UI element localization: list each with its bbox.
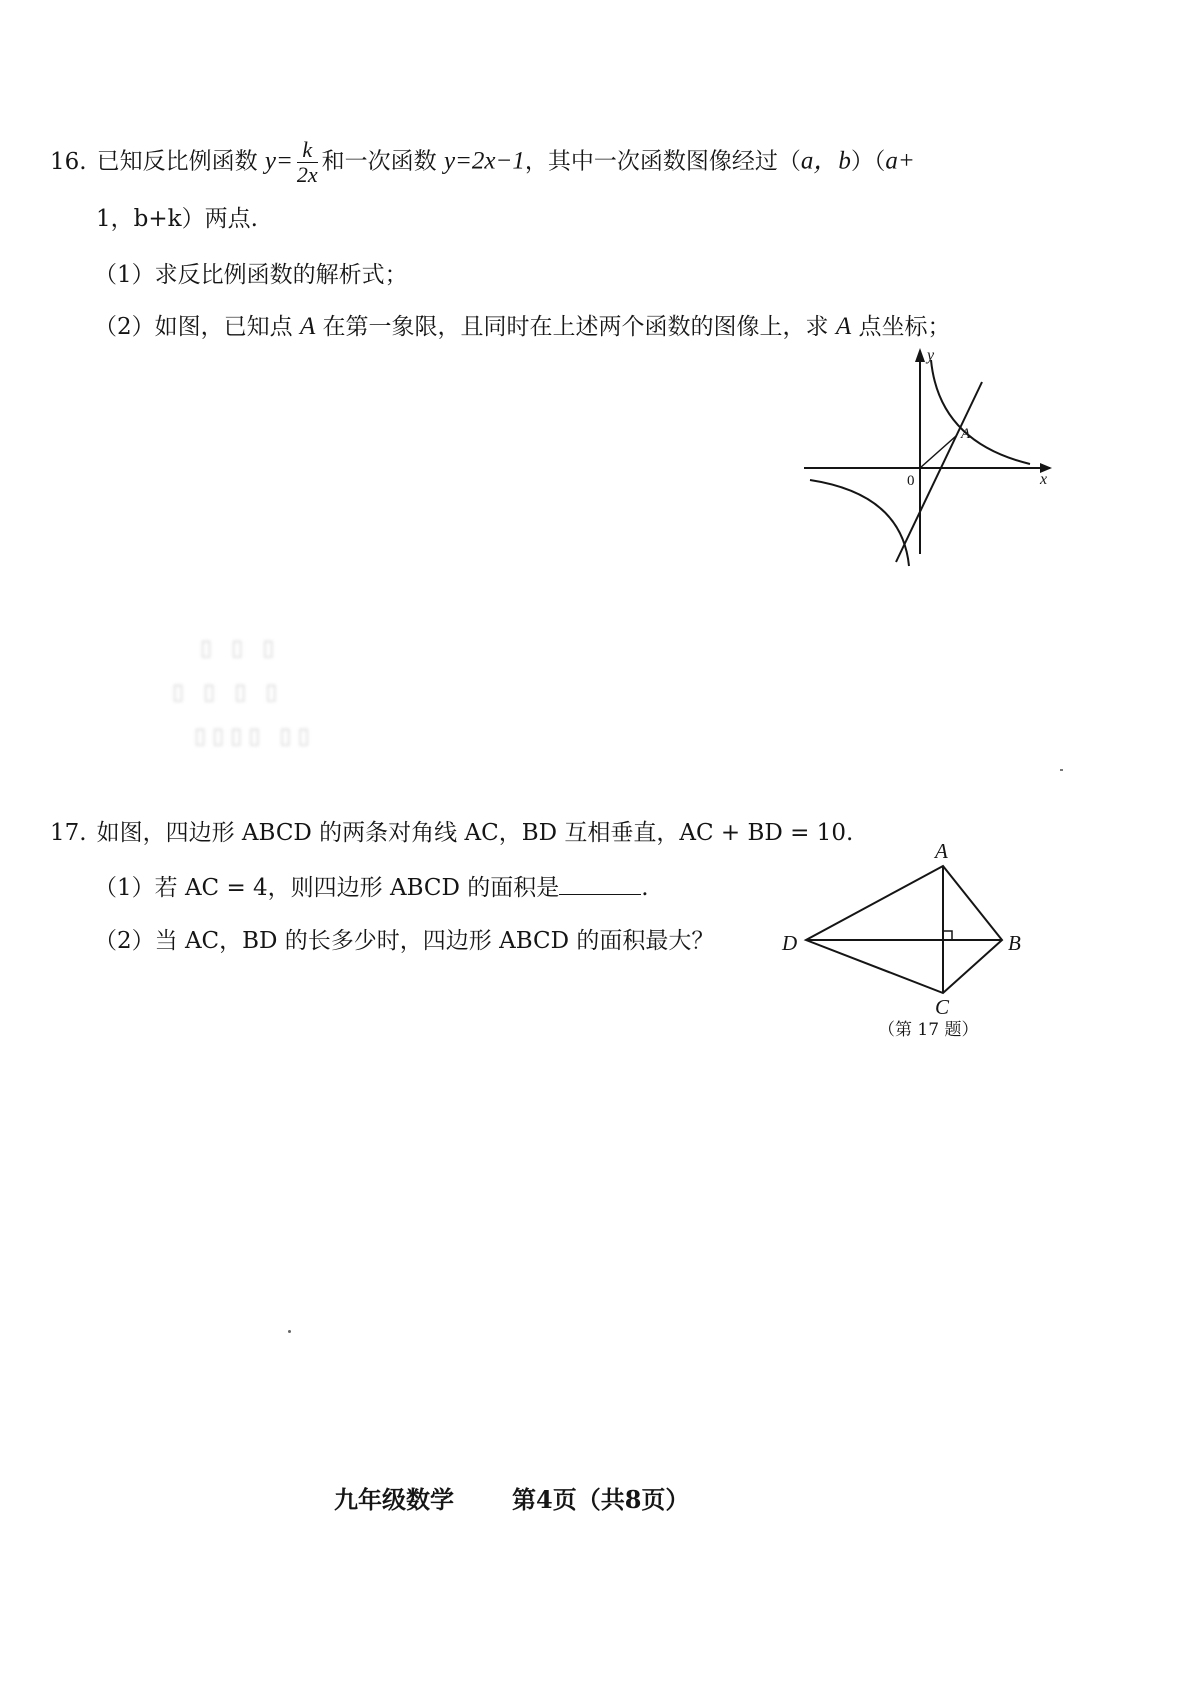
q16-stem-line1 [50,138,915,187]
vertex-d-label: D [782,931,798,955]
q17-part1 [94,872,649,903]
hyperbola-branch-q3 [810,480,909,566]
segment-origin-to-a [920,436,956,468]
q16-number: 16. [50,148,87,175]
footer-subject: 九年级数学 [334,1485,454,1514]
q16-text-b: 和一次函数 [321,148,437,175]
y-axis-label: y [927,347,935,364]
q16-text-d: ）（ [850,148,886,175]
x-axis-label: x [1040,471,1048,488]
right-angle-mark-icon [943,931,952,940]
bleed-through-mark-1: ▯ ▯ ▯ [200,636,281,661]
q16-part2-text-c: 点坐标； [858,314,951,340]
q16-text-c: ，其中一次函数图像经过（ [524,148,801,175]
q16-linear: y=2x−1 [443,147,525,175]
figure-caption: （第 17 题） [878,1020,979,1040]
q16-fraction-numerator: k [297,138,318,163]
speck [1060,769,1063,771]
q16-graph [800,340,1070,570]
answer-blank[interactable] [559,872,641,895]
bleed-through-mark-3: ▯▯▯▯ ▯▯ [194,724,316,749]
point-a-label: A [961,426,971,442]
linear-function-line [896,382,982,562]
q17-stem [50,818,853,848]
q16-point1: a，b [800,147,851,175]
q16-fraction [297,138,318,187]
q17-part2: （2）当 AC，BD 的长多少时，四边形 ABCD 的面积最大？ [94,928,715,954]
speck [288,1330,291,1333]
hyperbola-branch-q1 [931,360,1030,464]
q16-part2-text-a: （2）如图，已知点 [94,314,293,340]
q17-part1-period: . [641,875,649,901]
q16-part1: （1）求反比例函数的解析式； [94,262,408,288]
q17-stem-text: 如图，四边形 ABCD 的两条对角线 AC，BD 互相垂直，AC + BD = 10. [96,820,854,846]
q16-part2-text-b: 在第一象限，且同时在上述两个函数的图像上，求 [322,314,829,340]
q17-part1-text: （1）若 AC = 4，则四边形 ABCD 的面积是 [94,875,560,901]
q17-figure [770,836,1040,1048]
vertex-c-label: C [935,995,950,1019]
origin-label: 0 [907,473,915,489]
vertex-a-label: A [935,839,948,863]
q16-part2-point-a: A [299,313,316,340]
q16-text-a: 已知反比例函数 [96,148,258,175]
q16-stem-line2: 1，b+k）两点. [96,206,258,232]
q16-y1: y= [264,147,293,175]
footer-page-number: 第4页（共8页） [512,1485,690,1514]
bleed-through-mark-2: ▯ ▯ ▯ ▯ [172,680,284,705]
quadrilateral-abcd [806,866,1002,993]
q17-number: 17. [50,820,87,846]
q16-part2-point-a2: A [835,313,852,340]
vertex-b-label: B [1008,931,1021,955]
y-axis-arrow-icon [915,348,925,362]
q16-part2 [94,312,950,342]
q16-fraction-denominator: 2x [296,162,318,187]
q16-point2a: a+ [885,147,915,175]
